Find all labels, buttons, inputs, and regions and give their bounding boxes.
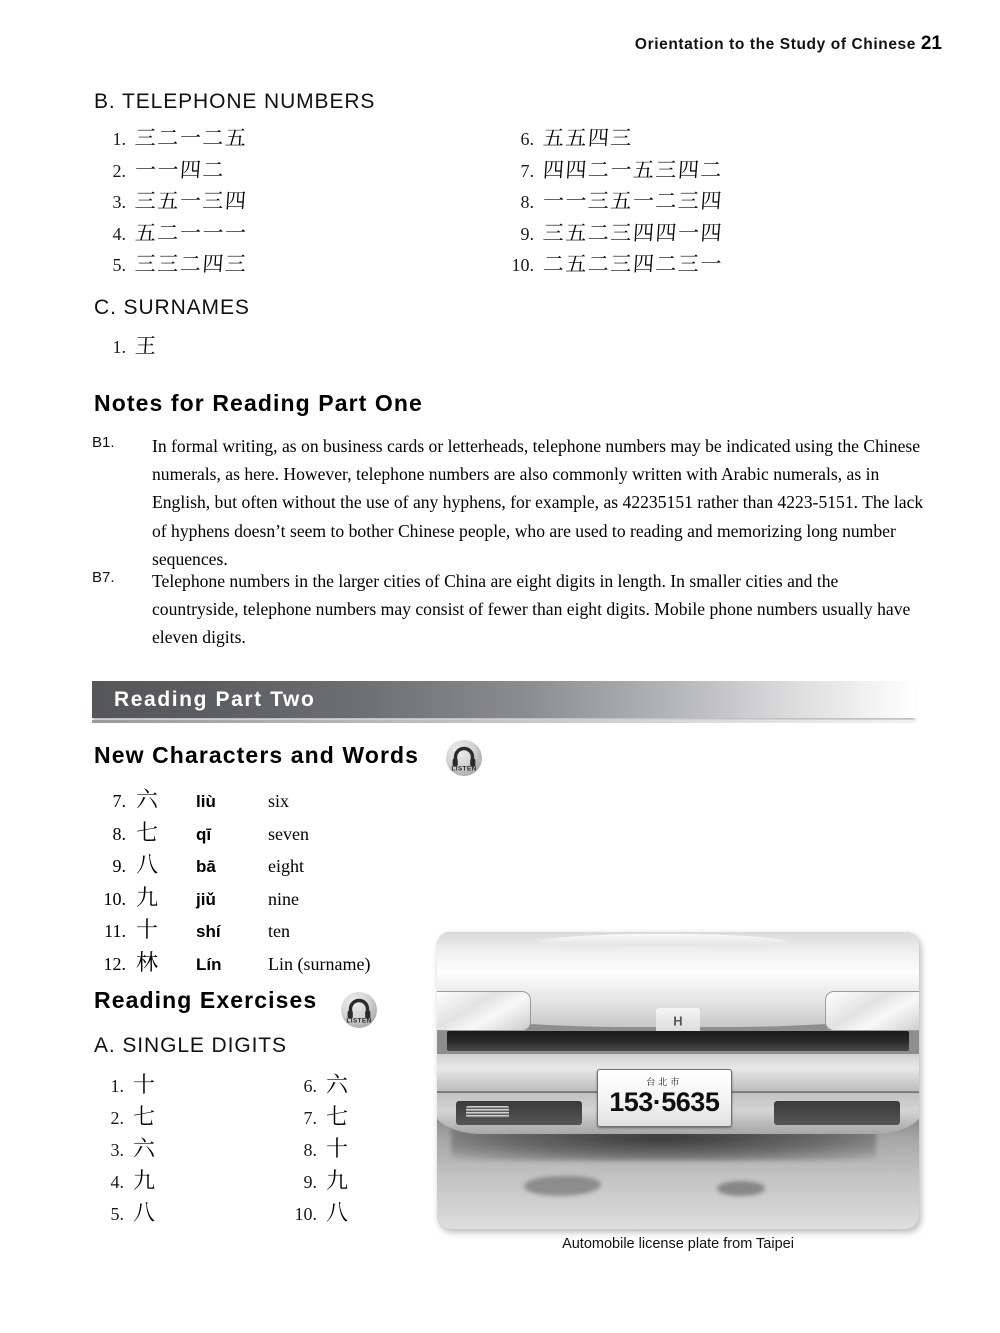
list-item-index: 2. — [110, 1108, 124, 1128]
list-item — [500, 217, 723, 249]
list-item-value: 三二一二五 — [134, 126, 249, 150]
banner-underline — [92, 720, 916, 723]
section-heading-single-digits: A. SINGLE DIGITS — [94, 1034, 287, 1057]
list-item-value: 七 — [326, 1105, 350, 1130]
list-item — [90, 1068, 157, 1100]
vocab-character: 八 — [136, 853, 159, 878]
vocab-english: seven — [268, 823, 309, 844]
vocab-index: 12. — [103, 953, 126, 974]
list-item — [500, 154, 723, 186]
note-text: In formal writing, as on business cards or letterheads, telephone numbers may be indicated using the Chinese numerals, as here. However, telephone numbers are also commonly written with Arabic numerals, as in English, but often without the use of any hyphens, for example, as 42235151 rather than 4223-5151. The lack of hyphens doesn’t seem to bother Chinese people, who are used to reading and memorizing long number sequences. — [152, 436, 924, 569]
list-item — [500, 185, 723, 217]
vocab-english: eight — [268, 856, 304, 876]
list-item-index: 8. — [303, 1140, 317, 1160]
vocab-pinyin: shí — [196, 922, 221, 941]
list-item-value: 王 — [134, 334, 159, 358]
list-item — [92, 122, 248, 154]
list-item-index: 7. — [303, 1108, 317, 1128]
note-entry — [92, 567, 924, 652]
note-entry — [92, 432, 924, 573]
listen-headphones-icon — [446, 740, 482, 776]
part-two-banner-label: Reading Part Two — [114, 688, 316, 711]
list-item-value: 八 — [326, 1201, 350, 1226]
svg-text:LISTEN: LISTEN — [346, 1017, 372, 1025]
list-item — [92, 217, 248, 249]
list-item-index: 4. — [110, 1172, 124, 1192]
list-item-index: 2. — [112, 160, 126, 181]
new-characters-heading: New Characters and Words — [94, 742, 420, 768]
list-item-value: 八 — [133, 1201, 157, 1226]
list-item — [92, 248, 248, 280]
list-item-value: 九 — [326, 1169, 350, 1194]
single-digits-list-right — [283, 1068, 350, 1228]
list-item-index: 7. — [520, 160, 534, 181]
vocabulary-table — [92, 783, 370, 978]
photo-content — [437, 932, 919, 1229]
list-item-value: 二五二三四二三一 — [542, 252, 724, 276]
list-item — [90, 1132, 157, 1164]
vocab-index: 7. — [112, 791, 126, 811]
list-item-value: 六 — [133, 1137, 157, 1162]
list-item — [283, 1196, 350, 1228]
car-air-slot — [466, 1106, 509, 1118]
license-plate — [597, 1069, 732, 1127]
vocab-pinyin: bā — [196, 857, 216, 876]
vocab-english: Lin (surname) — [268, 953, 371, 974]
table-row — [92, 946, 370, 979]
list-item — [92, 154, 248, 186]
list-item — [283, 1100, 350, 1132]
photo-caption: Automobile license plate from Taipei — [562, 1236, 794, 1252]
list-item-index: 1. — [110, 1076, 124, 1096]
list-item-index: 4. — [112, 223, 126, 244]
list-item-value: 三五二三四四一四 — [542, 220, 724, 245]
list-item — [500, 122, 723, 154]
svg-text:LISTEN: LISTEN — [451, 765, 477, 773]
list-item-index: 5. — [112, 255, 126, 275]
list-item-value: 十 — [326, 1137, 350, 1162]
listen-headphones-icon — [341, 992, 377, 1028]
vocab-index: 9. — [112, 856, 126, 876]
list-item — [283, 1068, 350, 1100]
license-plate-city: 台北市 — [646, 1078, 683, 1089]
vocab-english: nine — [268, 888, 299, 909]
list-item-value: 九 — [133, 1169, 157, 1194]
license-plate-number: 153·5635 — [609, 1087, 720, 1118]
table-row — [92, 881, 370, 914]
vocab-character: 九 — [136, 885, 159, 911]
part-two-banner — [92, 681, 916, 718]
reading-exercises-heading: Reading Exercises — [94, 987, 318, 1013]
list-item-index: 6. — [520, 129, 534, 149]
vocab-index: 10. — [103, 888, 126, 909]
license-plate-photo — [437, 932, 919, 1229]
list-item — [92, 185, 248, 217]
list-item-value: 四四二一五三四二 — [542, 157, 724, 182]
vocab-pinyin: liù — [196, 792, 216, 811]
note-text: Telephone numbers in the larger cities of China are eight digits in length. In smaller cities and the countryside, telephone numbers may consist of fewer than eight digits. Mobile phone numbers usually have eleven digits. — [152, 571, 911, 648]
list-item — [500, 248, 723, 280]
vocab-index: 11. — [104, 921, 126, 941]
vocab-character: 林 — [136, 950, 159, 976]
list-item-index: 1. — [112, 337, 126, 357]
list-item-index: 6. — [303, 1076, 317, 1096]
note-tag: B7. — [92, 569, 115, 586]
list-item-index: 10. — [294, 1204, 317, 1224]
list-item — [283, 1164, 350, 1196]
car-lower-vent-right — [774, 1101, 899, 1125]
list-item — [283, 1132, 350, 1164]
car-hood-highlight — [538, 934, 789, 946]
list-item-index: 3. — [110, 1140, 124, 1160]
telephone-list-right — [500, 122, 723, 280]
section-heading-telephone-numbers: B. TELEPHONE NUMBERS — [94, 90, 376, 113]
vocab-character: 七 — [136, 820, 159, 846]
vocab-english: six — [268, 791, 290, 811]
surnames-list — [92, 330, 158, 362]
car-grille — [447, 1031, 910, 1050]
list-item-value: 一一四二 — [134, 157, 226, 182]
car-headlight-left — [437, 991, 531, 1030]
vocab-pinyin: jiǔ — [196, 889, 216, 909]
list-item-value: 五二一一一 — [134, 220, 249, 245]
vocab-pinyin: qī — [196, 824, 212, 844]
vocab-character: 十 — [136, 918, 159, 943]
list-item-index: 1. — [112, 129, 126, 149]
list-item — [90, 1100, 157, 1132]
vocab-english: ten — [268, 921, 290, 941]
table-row — [92, 913, 370, 946]
table-row — [92, 816, 370, 849]
list-item-index: 9. — [303, 1172, 317, 1192]
list-item-value: 六 — [326, 1073, 350, 1098]
list-item-index: 10. — [511, 255, 534, 275]
telephone-list-left — [92, 122, 248, 280]
list-item — [90, 1164, 157, 1196]
car-emblem — [656, 1008, 699, 1035]
list-item-value: 十 — [133, 1073, 157, 1098]
note-tag: B1. — [92, 434, 115, 451]
list-item-index: 5. — [110, 1204, 124, 1224]
list-item-value: 三五一三四 — [134, 189, 249, 213]
list-item-index: 8. — [520, 192, 534, 212]
single-digits-list-left — [90, 1068, 157, 1228]
running-head: Orientation to the Study of Chinese — [634, 36, 916, 53]
list-item-index: 9. — [520, 223, 534, 244]
vocab-pinyin: Lín — [196, 954, 222, 974]
list-item — [90, 1196, 157, 1228]
list-item-value: 七 — [133, 1105, 157, 1130]
list-item-index: 3. — [112, 192, 126, 212]
list-item-value: 五五四三 — [542, 126, 634, 150]
notes-heading: Notes for Reading Part One — [94, 390, 423, 416]
list-item — [92, 330, 158, 362]
page-number: 21 — [920, 33, 942, 54]
table-row — [92, 848, 370, 881]
list-item-value: 三三二四三 — [134, 252, 249, 276]
section-heading-surnames: C. SURNAMES — [94, 296, 250, 319]
list-item-value: 一一三五一二三四 — [542, 189, 724, 213]
car-headlight-right — [825, 991, 919, 1030]
vocab-character: 六 — [136, 788, 159, 813]
table-row — [92, 783, 370, 816]
vocab-index: 8. — [112, 823, 126, 844]
